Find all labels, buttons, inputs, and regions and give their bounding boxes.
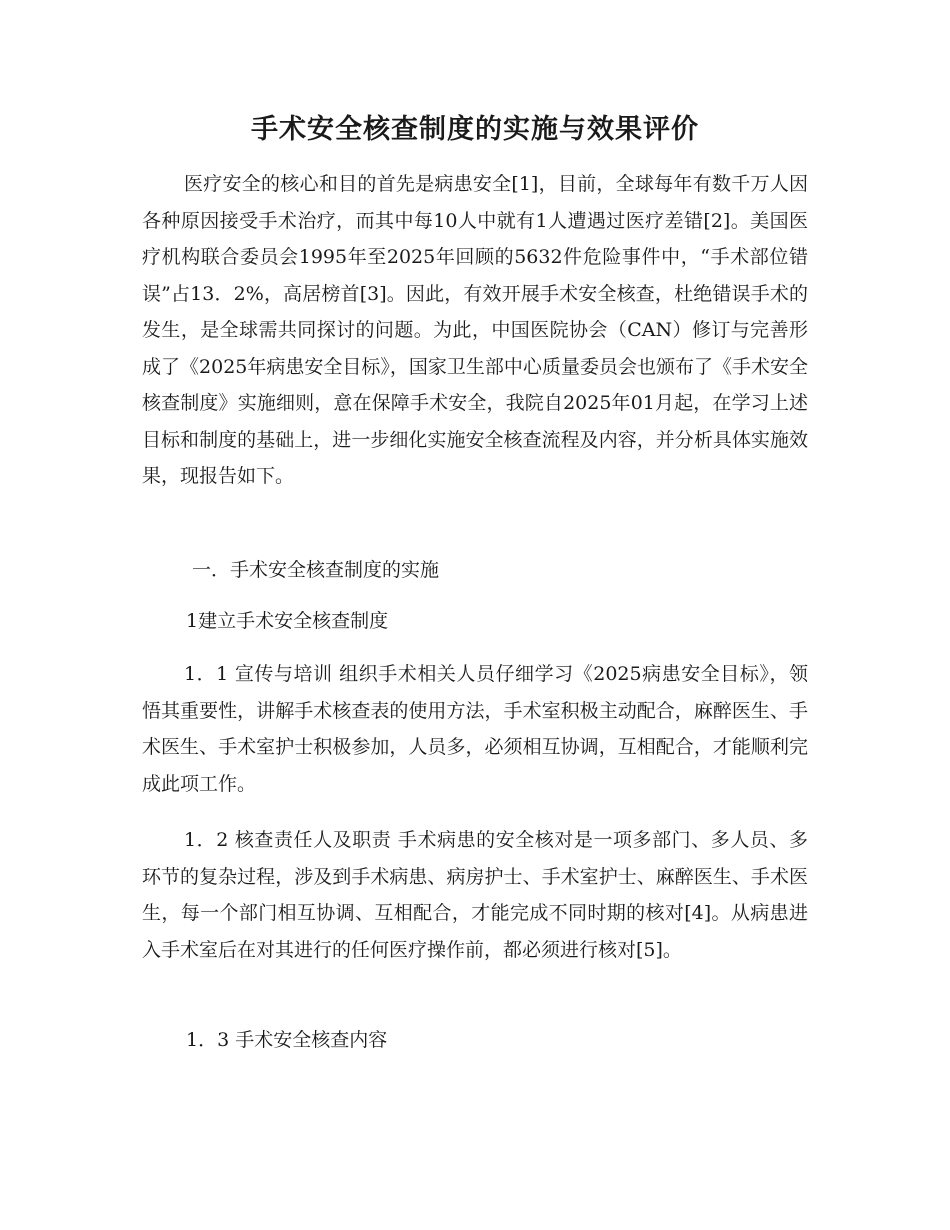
section-heading: 一．手术安全核查制度的实施 <box>192 559 440 581</box>
subsection-heading-1-3: 1．3 手术安全核查内容 <box>186 1029 388 1051</box>
paragraph-1-1: 1．1 宣传与培训 组织手术相关人员仔细学习《2025病患安全目标》，领悟其重要性，讲解手术核查表的使用方法，手术室积极主动配合，麻醉医生、手术医生、手术室护士积极参加，人员多，必须相互协调，互相配合，才能顺利完成此项工作。 <box>142 663 808 795</box>
subsection-heading: 1建立手术安全核查制度 <box>186 610 389 632</box>
document-title: 手术安全核查制度的实施与效果评价 <box>251 114 699 145</box>
paragraph-1-2: 1．2 核查责任人及职责 手术病患的安全核对是一项多部门、多人员、多环节的复杂过程，涉及到手术病患、病房护士、手术室护士、麻醉医生、手术医生，每一个部门相互协调、互相配合，才能完成不同时期的核对[4]。从病患进入手术室后在对其进行的任何医疗操作前，都必须进行核对[5]。 <box>142 829 808 961</box>
intro-paragraph: 医疗安全的核心和目的首先是病患安全[1]，目前，全球每年有数千万人因各种原因接受手术治疗，而其中每10人中就有1人遭遇过医疗差错[2]。美国医疗机构联合委员会1995年至2025年回顾的5632件危险事件中，“手术部位错误”占13．2%，高居榜首[3]。因此，有效开展手术安全核查，杜绝错误手术的发生，是全球需共同探讨的问题。为此，中国医院协会（CAN）修订与完善形成了《2025年病患安全目标》，国家卫生部中心质量委员会也颁布了《手术安全核查制度》实施细则，意在保障手术安全，我院自2025年01月起，在学习上述目标和制度的基础上，进一步细化实施安全核查流程及内容，并分析具体实施效果，现报告如下。 <box>142 173 808 487</box>
